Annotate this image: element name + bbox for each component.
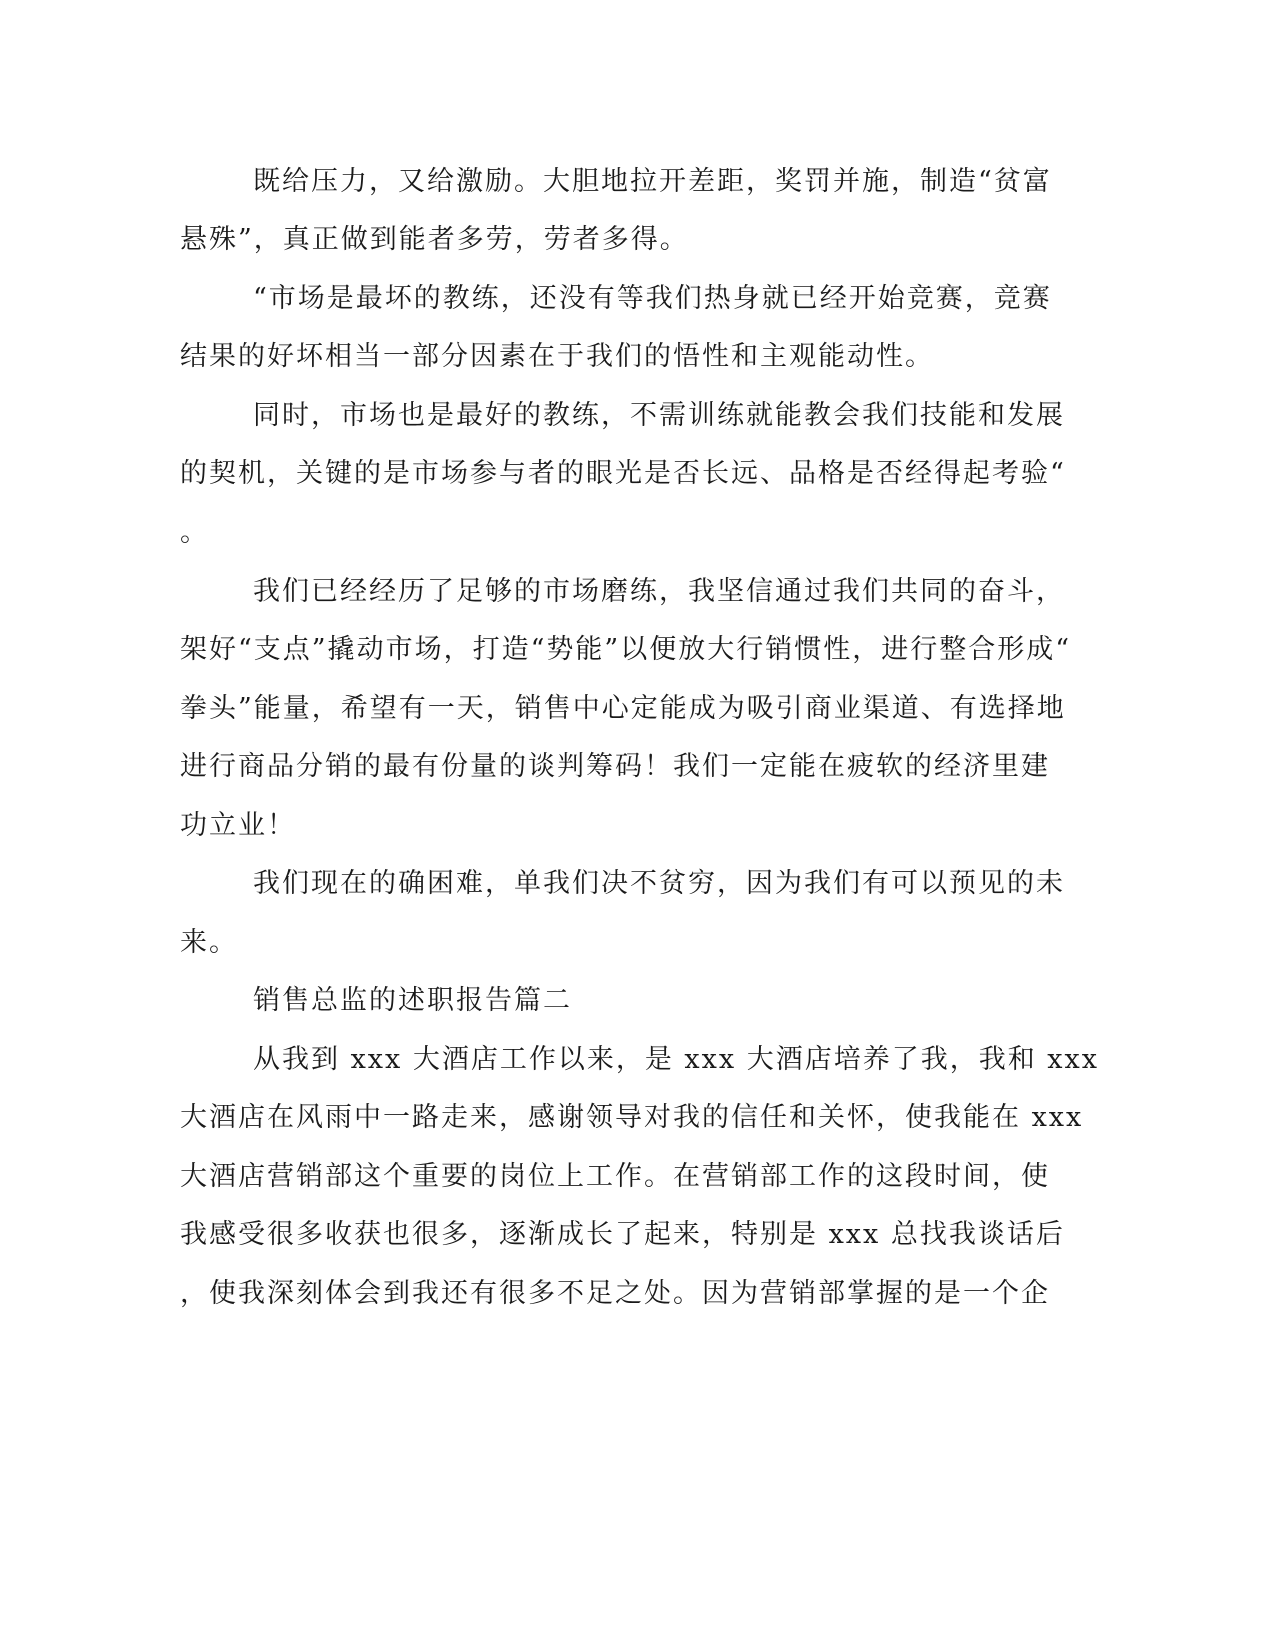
paragraph-line: 同时，市场也是最好的教练，不需训练就能教会我们技能和发展 [253,400,1065,431]
paragraph-line: ，使我深刻体会到我还有很多不足之处。因为营销部掌握的是一个企 [180,1278,1050,1309]
paragraph-line: 功立业！ [180,810,296,841]
paragraph-line: 既给压力，又给激励。大胆地拉开差距，奖罚并施，制造“贫富 [253,166,1052,197]
paragraph-line: 的契机，关键的是市场参与者的眼光是否长远、品格是否经得起考验“ [180,458,1066,489]
paragraph-line: “市场是最坏的教练，还没有等我们热身就已经开始竞赛，竞赛 [253,283,1052,314]
paragraph-line: 我感受很多收获也很多，逐渐成长了起来，特别是 xxx 总找我谈话后 [180,1219,1065,1250]
paragraph-line: 架好“支点”撬动市场，打造“势能”以便放大行销惯性，进行整合形成“ [180,634,1072,665]
paragraph-line: 大酒店在风雨中一路走来，感谢领导对我的信任和关怀，使我能在 xxx [180,1102,1084,1133]
paragraph-line: 结果的好坏相当一部分因素在于我们的悟性和主观能动性。 [180,341,934,372]
paragraph-line: 从我到 xxx 大酒店工作以来，是 xxx 大酒店培养了我，我和 xxx [253,1044,1099,1075]
section-heading: 销售总监的述职报告篇二 [253,985,572,1016]
paragraph-line: 我们已经经历了足够的市场磨练，我坚信通过我们共同的奋斗， [253,576,1065,607]
paragraph-line: 大酒店营销部这个重要的岗位上工作。在营销部工作的这段时间，使 [180,1161,1050,1192]
paragraph-line: 。 [180,517,209,548]
paragraph-line: 我们现在的确困难，单我们决不贫穷，因为我们有可以预见的未 [253,868,1065,899]
paragraph-line: 拳头”能量，希望有一天，销售中心定能成为吸引商业渠道、有选择地 [180,693,1066,724]
paragraph-line: 来。 [180,927,238,958]
paragraph-line: 悬殊”，真正做到能者多劳，劳者多得。 [180,224,689,255]
paragraph-line: 进行商品分销的最有份量的谈判筹码！我们一定能在疲软的经济里建 [180,751,1050,782]
